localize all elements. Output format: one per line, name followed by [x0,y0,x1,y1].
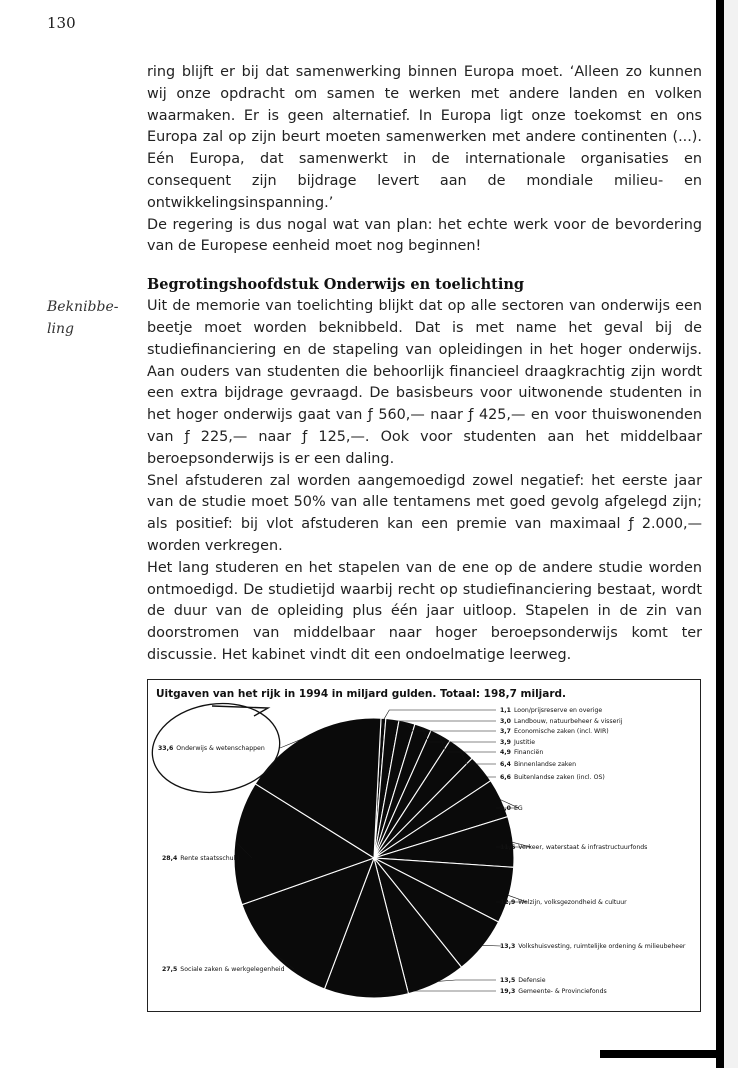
body-text [147,62,702,667]
slice-category: Buitenlandse zaken (incl. OS) [513,774,605,781]
slice-category: Volkshuisvesting, ruimtelijke ordening & milieubeheer [518,943,686,950]
slice-value: 33,6 [158,745,174,752]
leader-line [481,945,501,946]
slice-category: Landbouw, natuurbeheer & visserij [513,718,623,725]
section-heading: Begrotingshoofdstuk Onderwijs en toelichting [147,276,525,294]
slice-category: Sociale zaken & werkgelegenheid [180,966,285,973]
slice-value: 13,5 [500,977,516,984]
pie-chart [148,680,702,1013]
slice-category: Gemeente- & Provinciefonds [518,988,607,995]
slice-category: Loon/prijsreserve en overige [513,707,603,714]
slice-value: 19,3 [500,988,516,995]
slice-label [500,844,647,851]
leader-line [383,710,496,720]
chart-title: Uitgaven van het rijk in 1994 in miljard gulden. Totaal: 198,7 miljard. [156,688,567,700]
slice-label [162,966,285,973]
paragraph-3: Uit de memorie van toelichting blijkt dat op alle sectoren van onderwijs een beetje moet worden beknibbeld. Dat is met name het geval bij de studiefinanciering en de stapeling van opleidingen in het hoger onderwijs. Aan ouders van studenten die behoorlijk financieel draagkrachtig zijn wordt een extra bijdrage gevraagd. De basisbeurs voor uitwonende studenten in het hoger onderwijs gaat van ƒ 560,— naar ƒ 425,— en voor thuiswonenden van ƒ 225,— naar ƒ 125,—. Ook voor studenten aan het middelbaar beroepsonderwijs is er een daling. [147,298,702,467]
slice-label [500,977,546,984]
page-number: 130 [47,14,76,32]
slice-category: Rente staatsschuld [180,855,240,862]
slice-label [500,728,609,735]
margin-note [47,296,119,340]
slice-category: Financiën [513,749,544,756]
slice-value: 27,5 [162,966,178,973]
slice-label [158,745,265,752]
slice-label [162,855,239,862]
slice-label [500,739,535,746]
slice-category: Justitie [513,739,536,746]
pie-chart-figure [147,679,701,1012]
slice-value: 6,6 [500,774,511,781]
slice-label [500,943,686,950]
slice-category: Onderwijs & wetenschappen [176,745,265,752]
margin-note-line-1: Beknibbe- [47,299,119,315]
slice-category: Binnenlandse zaken [513,761,576,768]
slice-label [500,707,602,714]
slice-value: 4,9 [500,749,511,756]
slice-label [500,805,523,812]
slice-category: Welzijn, volksgezondheid & cultuur [518,899,627,906]
slice-value: 6,4 [500,761,511,768]
slice-value: 3,9 [500,739,511,746]
slice-label [500,988,607,995]
slice-label [500,774,605,781]
scan-edge-bar [716,0,724,1068]
slice-value: 12,9 [500,899,516,906]
slice-value: 1,1 [500,707,511,714]
slice-value: 11,6 [500,844,516,851]
scan-edge-shadow [724,0,738,1068]
slice-value: 3,7 [500,728,511,735]
slice-value: 9,0 [500,805,511,812]
margin-note-line-2: ling [47,321,74,337]
scan-bottom-bar [600,1050,724,1058]
paragraph-1: ring blijft er bij dat samenwerking binnen Europa moet. ‘Alleen zo kunnen wij onze opdracht om samen te werken met andere landen en volken waarmaken. Er is geen alternatief. In Europa ligt onze toekomst en ons Europa zal op zijn beurt moeten samenwerken met andere continenten (...). Eén Europa, dat samenwerkt in de internationale organisaties en consequent zijn bijdrage levert aan de mondiale milieu- en ontwikkelingsinspanning.’ [147,64,702,211]
slice-category: Verkeer, waterstaat & infrastructuurfonds [518,844,648,851]
slice-category: EG [513,805,523,812]
slice-label [500,899,627,906]
slice-value: 13,3 [500,943,516,950]
slice-label [500,749,543,756]
slice-value: 3,0 [500,718,511,725]
paragraph-4: Snel afstuderen zal worden aangemoedigd zowel negatief: het eerste jaar van de studie moet 50% van alle tentamens met goed gevolg afgelegd zijn; als positief: bij vlot afstuderen kan een premie van maximaal ƒ 2.000,— worden verkregen. [147,472,702,554]
slice-label [500,761,576,768]
highlight-arrow [212,706,268,716]
slice-category: Economische zaken (incl. WIR) [513,728,609,735]
leader-line [436,980,496,982]
paragraph-2: De regering is dus nogal wat van plan: het echte werk voor de bevordering van de Europese eenheid moet nog beginnen! [147,216,702,255]
paragraph-5: Het lang studeren en het stapelen van de ene op de andere studie worden ontmoedigd. De studietijd waarbij recht op studiefinanciering bestaat, wordt de duur van de opleiding plus één jaar uitloop. Stapelen in de zin van doorstromen van middelbaar naar hoger beroepsonderwijs komt ter discussie. Het kabinet vindt dit een ondoelmatige leerweg. [147,559,702,663]
slice-label [500,718,623,725]
slice-value: 28,4 [162,855,178,862]
slice-category: Defensie [518,977,546,984]
